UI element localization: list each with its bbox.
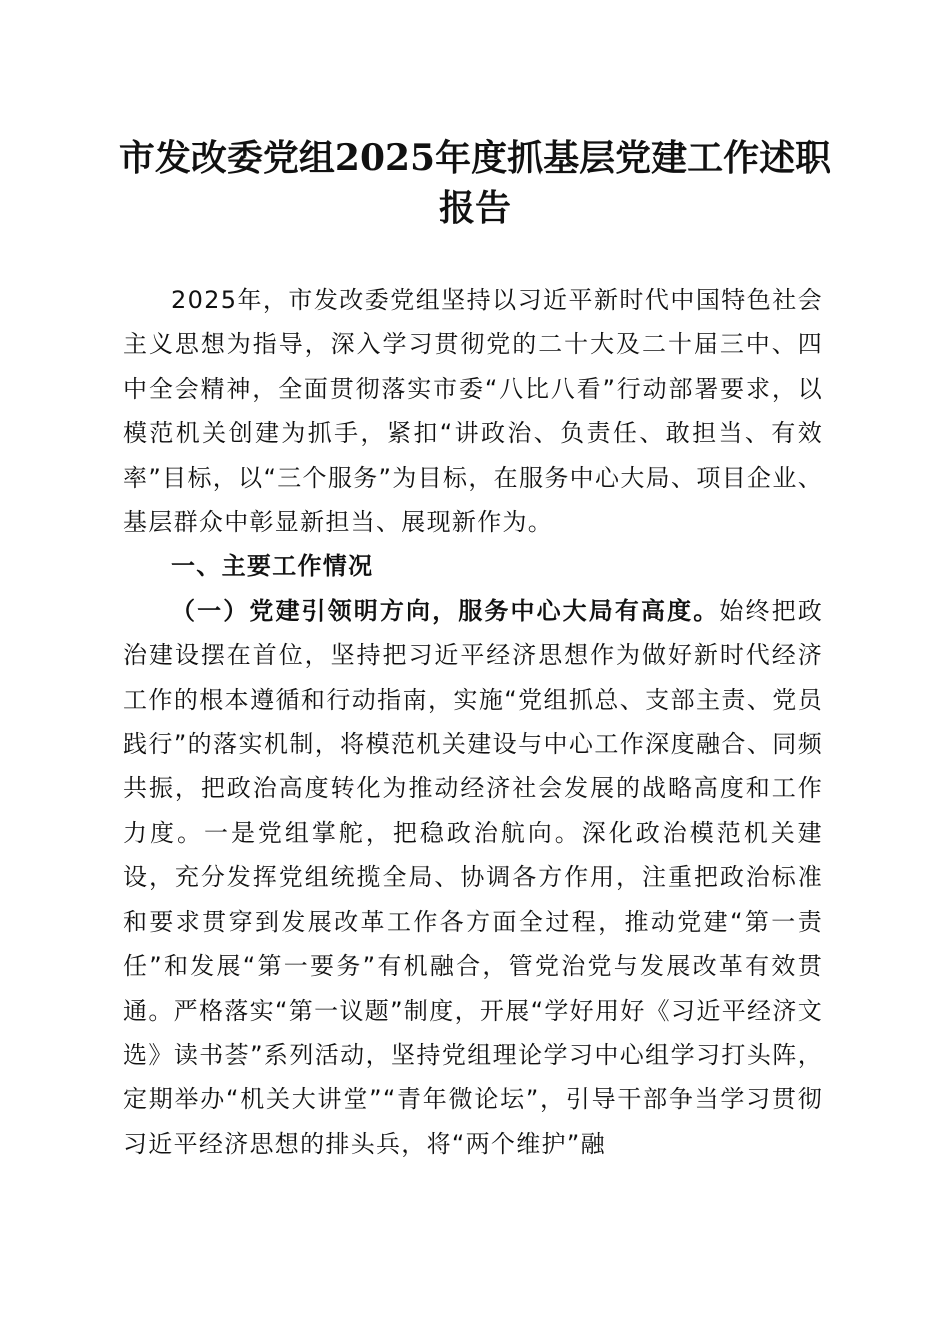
document-title-line1: 市发改委党组2025年度抓基层党建工作述职 [118, 137, 832, 179]
subsection-paragraph-1 [123, 589, 823, 1166]
document-title-line2: 报告 [438, 187, 511, 229]
intro-paragraph: 2025年，市发改委党组坚持以习近平新时代中国特色社会主义思想为指导，深入学习贯彻党的二十大及二十届三中、四中全会精神，全面贯彻落实市委“八比八看”行动部署要求，以模范机关创建为抓手，紧扣“讲政治、负责任、敢担当、有效率”目标，以“三个服务”为目标，在服务中心大局、项目企业、基层群众中彰显新担当、展现新作为。 [123, 286, 823, 537]
section-heading-main-work: 一、主要工作情况 [171, 552, 374, 581]
subsection-heading-1: （一）党建引领明方向，服务中心大局有高度。 [171, 596, 720, 625]
subsection-body-1: 始终把政治建设摆在首位，坚持把习近平经济思想作为做好新时代经济工作的根本遵循和行动指南，实施“党组抓总、支部主责、党员践行”的落实机制，将模范机关建设与中心工作深度融合、同频共振，把政治高度转化为推动经济社会发展的战略高度和工作力度。一是党组掌舵，把稳政治航向。深化政治模范机关建设，充分发挥党组统揽全局、协调各方作用，注重把政治标准和要求贯穿到发展改革工作各方面全过程，推动党建“第一责任”和发展“第一要务”有机融合，管党治党与发展改革有效贯通。严格落实“第一议题”制度，开展“学好用好《习近平经济文选》读书荟”系列活动，坚持党组理论学习中心组学习打头阵，定期举办“机关大讲堂”“青年微论坛”，引导干部争当学习贯彻习近平经济思想的排头兵，将“两个维护”融 [123, 596, 824, 1158]
document-body [123, 278, 823, 1166]
document-title [100, 133, 850, 233]
